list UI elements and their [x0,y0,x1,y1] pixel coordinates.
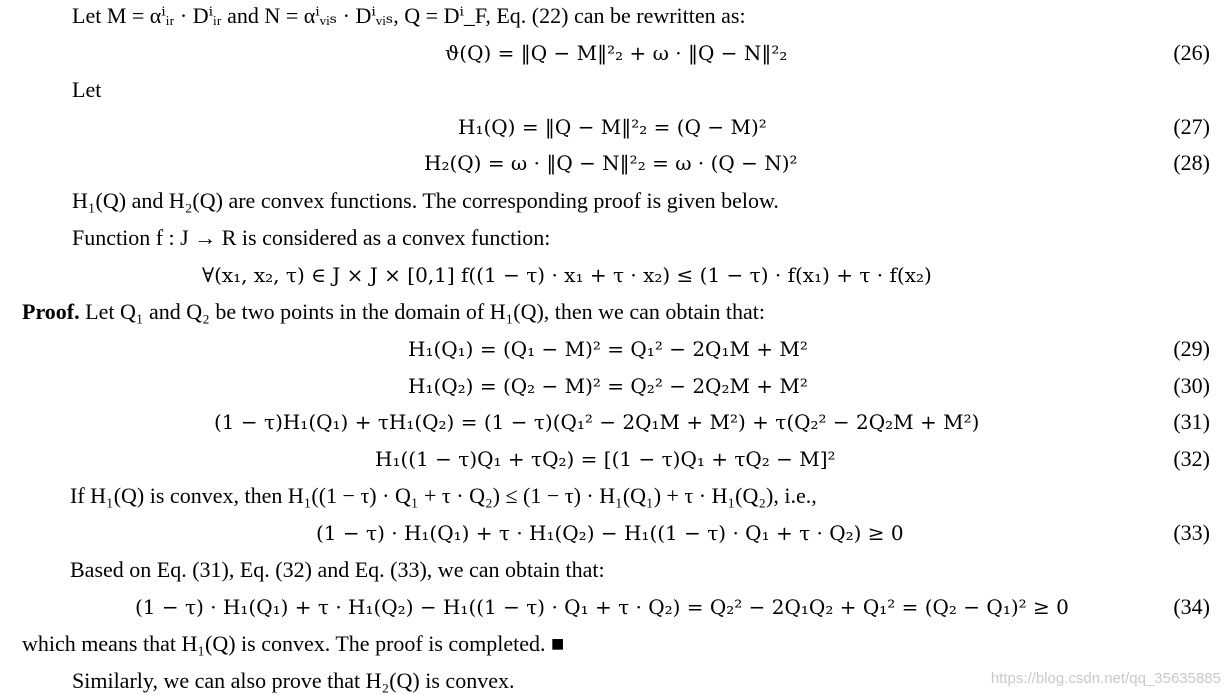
proof-label: Proof. [22,299,80,324]
proof-text: Let Q₁ and Q₂ be two points in the domain of H₁(Q), then we can obtain that: [79,299,765,324]
equation-number-30: (30) [1173,373,1210,398]
conclusion-line: which means that H₁(Q) is convex. The proof is completed. ■ [22,631,565,656]
proof-line [22,298,765,326]
equation-31: (1 − τ)H₁(Q₁) + τH₁(Q₂) = (1 − τ)(Q₁² − 2Q₁M + M²) + τ(Q₂² − 2Q₂M + M²) [214,410,980,434]
equation-27: H₁(Q) = ‖Q − M‖²₂ = (Q − M)² [458,115,767,139]
equation-number-32: (32) [1173,446,1210,471]
based-on-line: Based on Eq. (31), Eq. (32) and Eq. (33), we can obtain that: [70,557,605,582]
equation-34: (1 − τ) · H₁(Q₁) + τ · H₁(Q₂) − H₁((1 − τ) · Q₁ + τ · Q₂) = Q₂² − 2Q₁Q₂ + Q₁² = (Q₂ − Q₁)² ≥ 0 [135,595,1069,619]
function-definition-line: Function f : J → R is considered as a convex function: [72,225,551,250]
equation-number-34: (34) [1173,594,1210,619]
intro-line: Let M = αⁱᵢᵣ · Dⁱᵢᵣ and N = αⁱᵥᵢₛ · Dⁱᵥᵢₛ, Q = Dⁱ_F, Eq. (22) can be rewritten as: [72,3,746,28]
similarly-line: Similarly, we can also prove that H₂(Q) is convex. [72,668,515,693]
equation-number-28: (28) [1173,150,1210,175]
equation-number-33: (33) [1173,520,1210,545]
equation-number-29: (29) [1173,336,1210,361]
let-line: Let [72,77,102,102]
equation-26: ϑ(Q) = ‖Q − M‖²₂ + ω · ‖Q − N‖²₂ [445,41,788,65]
convex-definition-equation: ∀(x₁, x₂, τ) ∈ J × J × [0,1] f((1 − τ) · x₁ + τ · x₂) ≤ (1 − τ) · f(x₁) + τ · f(x₂) [202,263,932,287]
if-convex-line: If H₁(Q) is convex, then H₁((1 − τ) · Q₁ + τ · Q₂) ≤ (1 − τ) · H₁(Q₁) + τ · H₁(Q₂), i.e., [70,483,817,508]
equation-number-27: (27) [1173,114,1210,139]
equation-32: H₁((1 − τ)Q₁ + τQ₂) = [(1 − τ)Q₁ + τQ₂ − M]² [375,447,836,471]
equation-number-31: (31) [1173,409,1210,434]
equation-33: (1 − τ) · H₁(Q₁) + τ · H₁(Q₂) − H₁((1 − τ) · Q₁ + τ · Q₂) ≥ 0 [316,521,904,545]
convex-statement: H₁(Q) and H₂(Q) are convex functions. The corresponding proof is given below. [72,188,779,213]
equation-30: H₁(Q₂) = (Q₂ − M)² = Q₂² − 2Q₂M + M² [408,374,808,398]
watermark-url: https://blog.csdn.net/qq_35635885 [990,670,1221,687]
equation-number-26: (26) [1173,40,1210,65]
equation-28: H₂(Q) = ω · ‖Q − N‖²₂ = ω · (Q − N)² [424,151,798,175]
equation-29: H₁(Q₁) = (Q₁ − M)² = Q₁² − 2Q₁M + M² [408,337,808,361]
